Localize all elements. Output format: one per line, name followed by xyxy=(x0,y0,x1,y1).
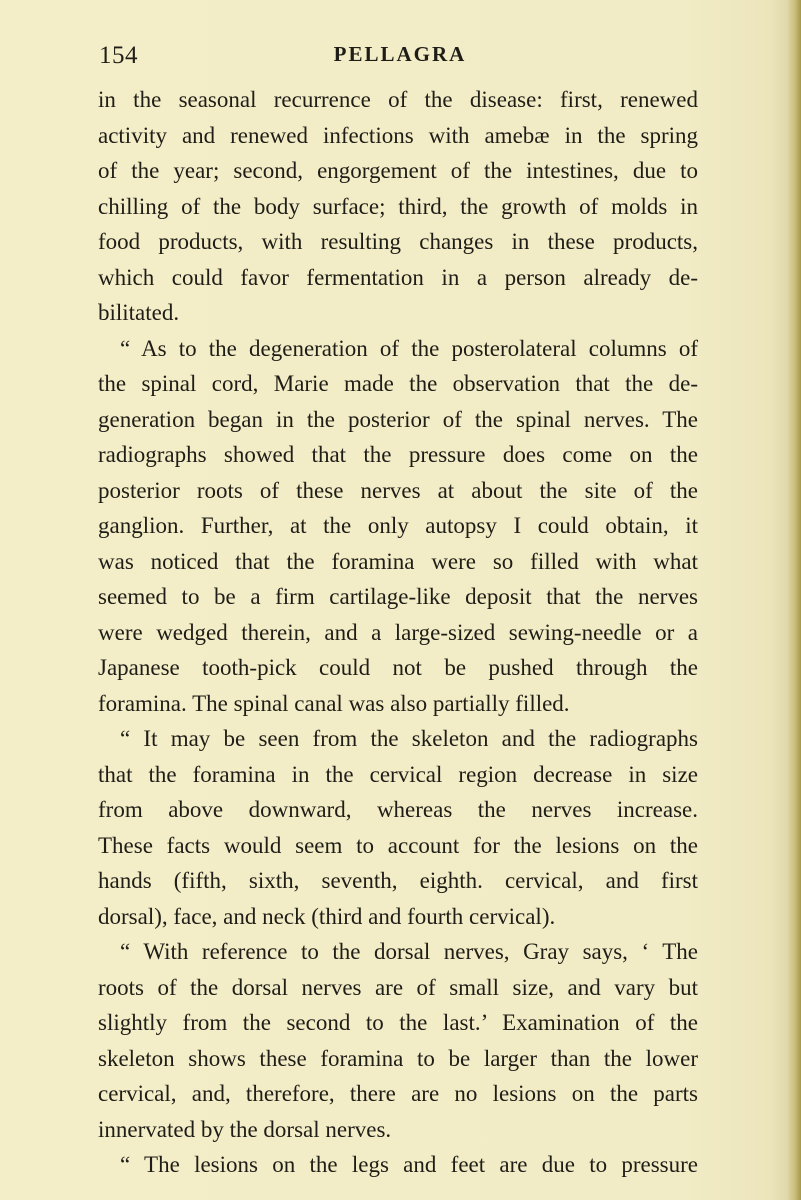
paragraph-start-line: “ As to the degeneration of the posterolateral columns of xyxy=(120,335,698,361)
text-line: innervated by the dorsal nerves. xyxy=(98,1116,392,1142)
text-line: radiographs showed that the pressure does come on the xyxy=(98,442,698,467)
text-line: generation began in the posterior of the spinal nerves. The xyxy=(98,406,698,432)
text-line: ganglion. Further, at the only autopsy I could obtain, it xyxy=(98,513,698,538)
text-line: which could favor fermentation in a person already de- xyxy=(98,264,698,290)
text-line: skeleton shows these foramina to be larger than the lower xyxy=(98,1045,698,1071)
page-header xyxy=(0,40,801,76)
text-line: dorsal), face, and neck (third and fourth cervical). xyxy=(98,903,556,929)
paragraph-start-line: “ It may be seen from the skeleton and the radiographs xyxy=(120,726,698,751)
text-line: foramina. The spinal canal was also partially filled. xyxy=(98,690,570,716)
text-line: from above downward, whereas the nerves increase. xyxy=(98,797,698,822)
text-line: food products, with resulting changes in these products, xyxy=(98,229,698,254)
text-line: cervical, and, therefore, there are no lesions on the parts xyxy=(98,1081,698,1106)
text-line: seemed to be a firm cartilage-like deposit that the nerves xyxy=(98,584,698,609)
text-line: roots of the dorsal nerves are of small size, and vary but xyxy=(98,974,698,1000)
paragraph-start-line: “ The lesions on the legs and feet are due to pressure xyxy=(120,1152,698,1177)
text-line: was noticed that the foramina were so filled with what xyxy=(98,548,698,574)
text-line: posterior roots of these nerves at about the site of the xyxy=(98,477,698,503)
text-line: slightly from the second to the last.’ Examination of the xyxy=(98,1010,698,1035)
text-line: the spinal cord, Marie made the observation that the de- xyxy=(98,371,698,396)
text-line: in the seasonal recurrence of the disease: first, renewed xyxy=(98,87,698,112)
page-edge-shadow xyxy=(787,0,801,1200)
running-head: PELLAGRA xyxy=(333,42,467,66)
text-line: Japanese tooth-pick could not be pushed through the xyxy=(98,655,698,680)
text-line: activity and renewed infections with amebæ in the spring xyxy=(98,122,698,148)
text-line: These facts would seem to account for the lesions on the xyxy=(98,832,698,858)
text-line: bilitated. xyxy=(98,300,180,325)
text-line: of the year; second, engorgement of the intestines, due to xyxy=(98,158,698,183)
text-line: that the foramina in the cervical region decrease in size xyxy=(98,761,698,787)
text-line: hands (fifth, sixth, seventh, eighth. cervical, and first xyxy=(98,868,698,893)
text-line: chilling of the body surface; third, the growth of molds in xyxy=(98,193,698,219)
text-line: were wedged therein, and a large-sized sewing-needle or a xyxy=(98,619,698,645)
paragraph-start-line: “ With reference to the dorsal nerves, Gray says, ‘ The xyxy=(120,939,698,964)
body-text xyxy=(98,82,698,1183)
page-number: 154 xyxy=(99,42,138,69)
